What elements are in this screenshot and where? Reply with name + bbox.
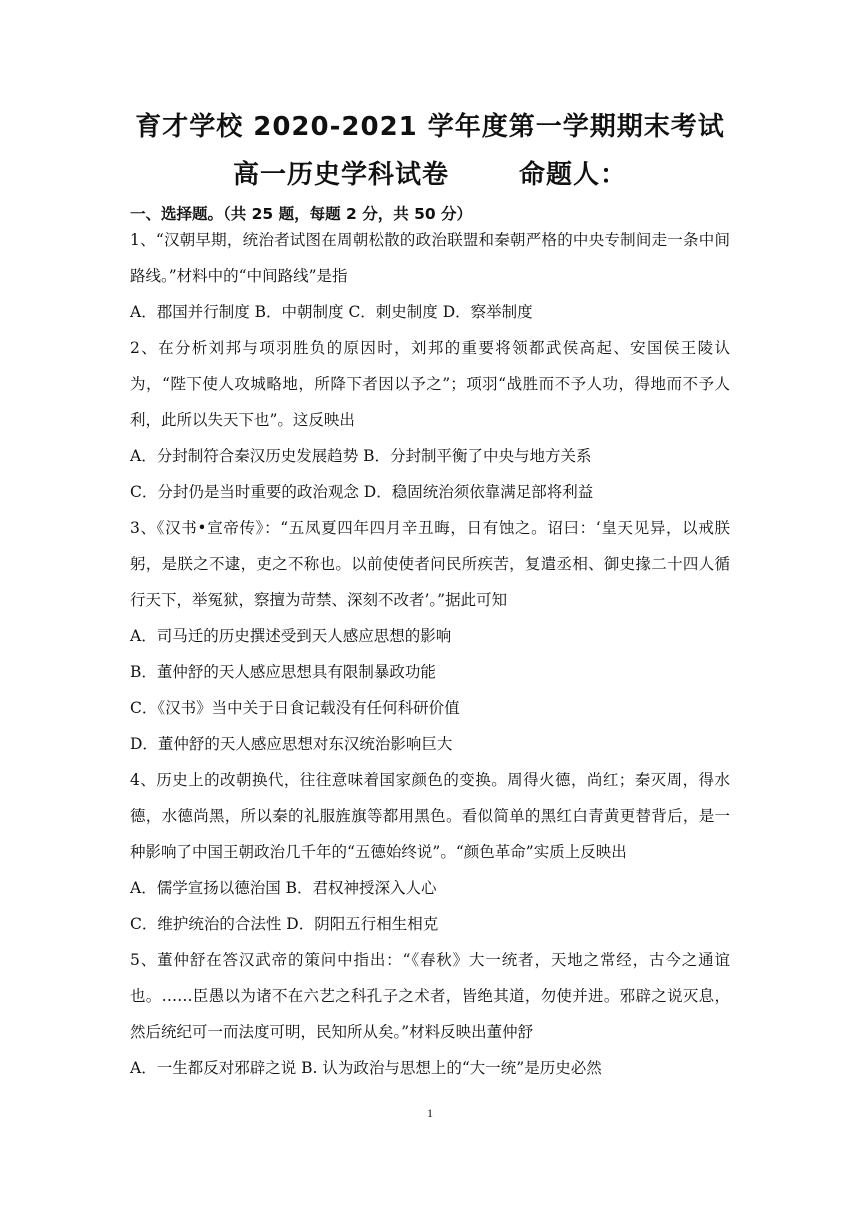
question-4	[130, 762, 730, 942]
question-option-a: A．司马迁的历史撰述受到天人感应思想的影响	[130, 627, 452, 645]
question-options: C．维护统治的合法性 D．阴阳五行相生相克	[130, 915, 439, 933]
author-label: 命题人：	[519, 160, 628, 190]
question-options: A．儒学宣扬以德治国 B．君权神授深入人心	[130, 879, 437, 897]
question-stem: 4、历史上的改朝换代，往往意味着国家颜色的变换。周得火德，尚红；秦灭周，得水德，水德尚黑，所以秦的礼服旌旗等都用黑色。看似简单的黑红白青黄更替背后，是一种影响了中国王朝政治几千年的“五德始终说”。“颜色革命”实质上反映出	[130, 771, 730, 861]
question-option-c: C．《汉书》当中关于日食记载没有任何科研价值	[130, 699, 460, 717]
question-option-d: D．董仲舒的天人感应思想对东汉统治影响巨大	[130, 735, 453, 753]
question-stem: 1、“汉朝早期，统治者试图在周朝松散的政治联盟和秦朝严格的中央专制间走一条中间路线。”材料中的“中间路线”是指	[130, 231, 730, 285]
exam-subtitle: 高一历史学科试卷	[232, 160, 449, 190]
question-option-b: B．董仲舒的天人感应思想具有限制暴政功能	[130, 663, 436, 681]
question-stem: 2、在分析刘邦与项羽胜负的原因时，刘邦的重要将领都武侯高起、安国侯王陵认为，“陛下使人攻城略地，所降下者因以予之”；项羽“战胜而不予人功，得地而不予人利，此所以失天下也”。这反映出	[130, 339, 730, 429]
question-5	[130, 942, 730, 1086]
question-3	[130, 510, 730, 762]
question-stem: 3、《汉书•宣帝传》：“五凤夏四年四月辛丑晦，日有蚀之。诏曰：‘皇天见异，以戒朕躬，是朕之不逮，吏之不称也。以前使使者问民所疾苦，复遣丞相、御史掾二十四人循行天下，举冤狱，察擅为苛禁、深刻不改者’。”据此可知	[130, 519, 730, 609]
question-stem: 5、董仲舒在答汉武帝的策问中指出：“《春秋》大一统者，天地之常经，古今之通谊也。……臣愚以为诸不在六艺之科孔子之术者，皆绝其道，勿使并进。邪辟之说灭息，然后统纪可一而法度可明，民知所从矣。”材料反映出董仲舒	[130, 951, 730, 1041]
page-number: 1	[427, 1106, 433, 1120]
question-options: A．分封制符合秦汉历史发展趋势 B．分封制平衡了中央与地方关系	[130, 447, 592, 465]
question-options: A．郡国并行制度 B．中朝制度 C．刺史制度 D．察举制度	[130, 303, 533, 321]
question-1	[130, 222, 730, 330]
section-heading: 一、选择题。（共 25 题，每题 2 分，共 50 分）	[130, 205, 473, 223]
question-2	[130, 330, 730, 510]
question-list	[130, 222, 730, 1086]
exam-subtitle-row	[0, 154, 860, 191]
exam-title: 育才学校 2020-2021 学年度第一学期期末考试	[135, 112, 725, 142]
question-options: C．分封仍是当时重要的政治观念 D．稳固统治须依靠满足部将利益	[130, 483, 594, 501]
question-options: A．一生都反对邪辟之说 B. 认为政治与思想上的“大一统”是历史必然	[130, 1059, 602, 1077]
